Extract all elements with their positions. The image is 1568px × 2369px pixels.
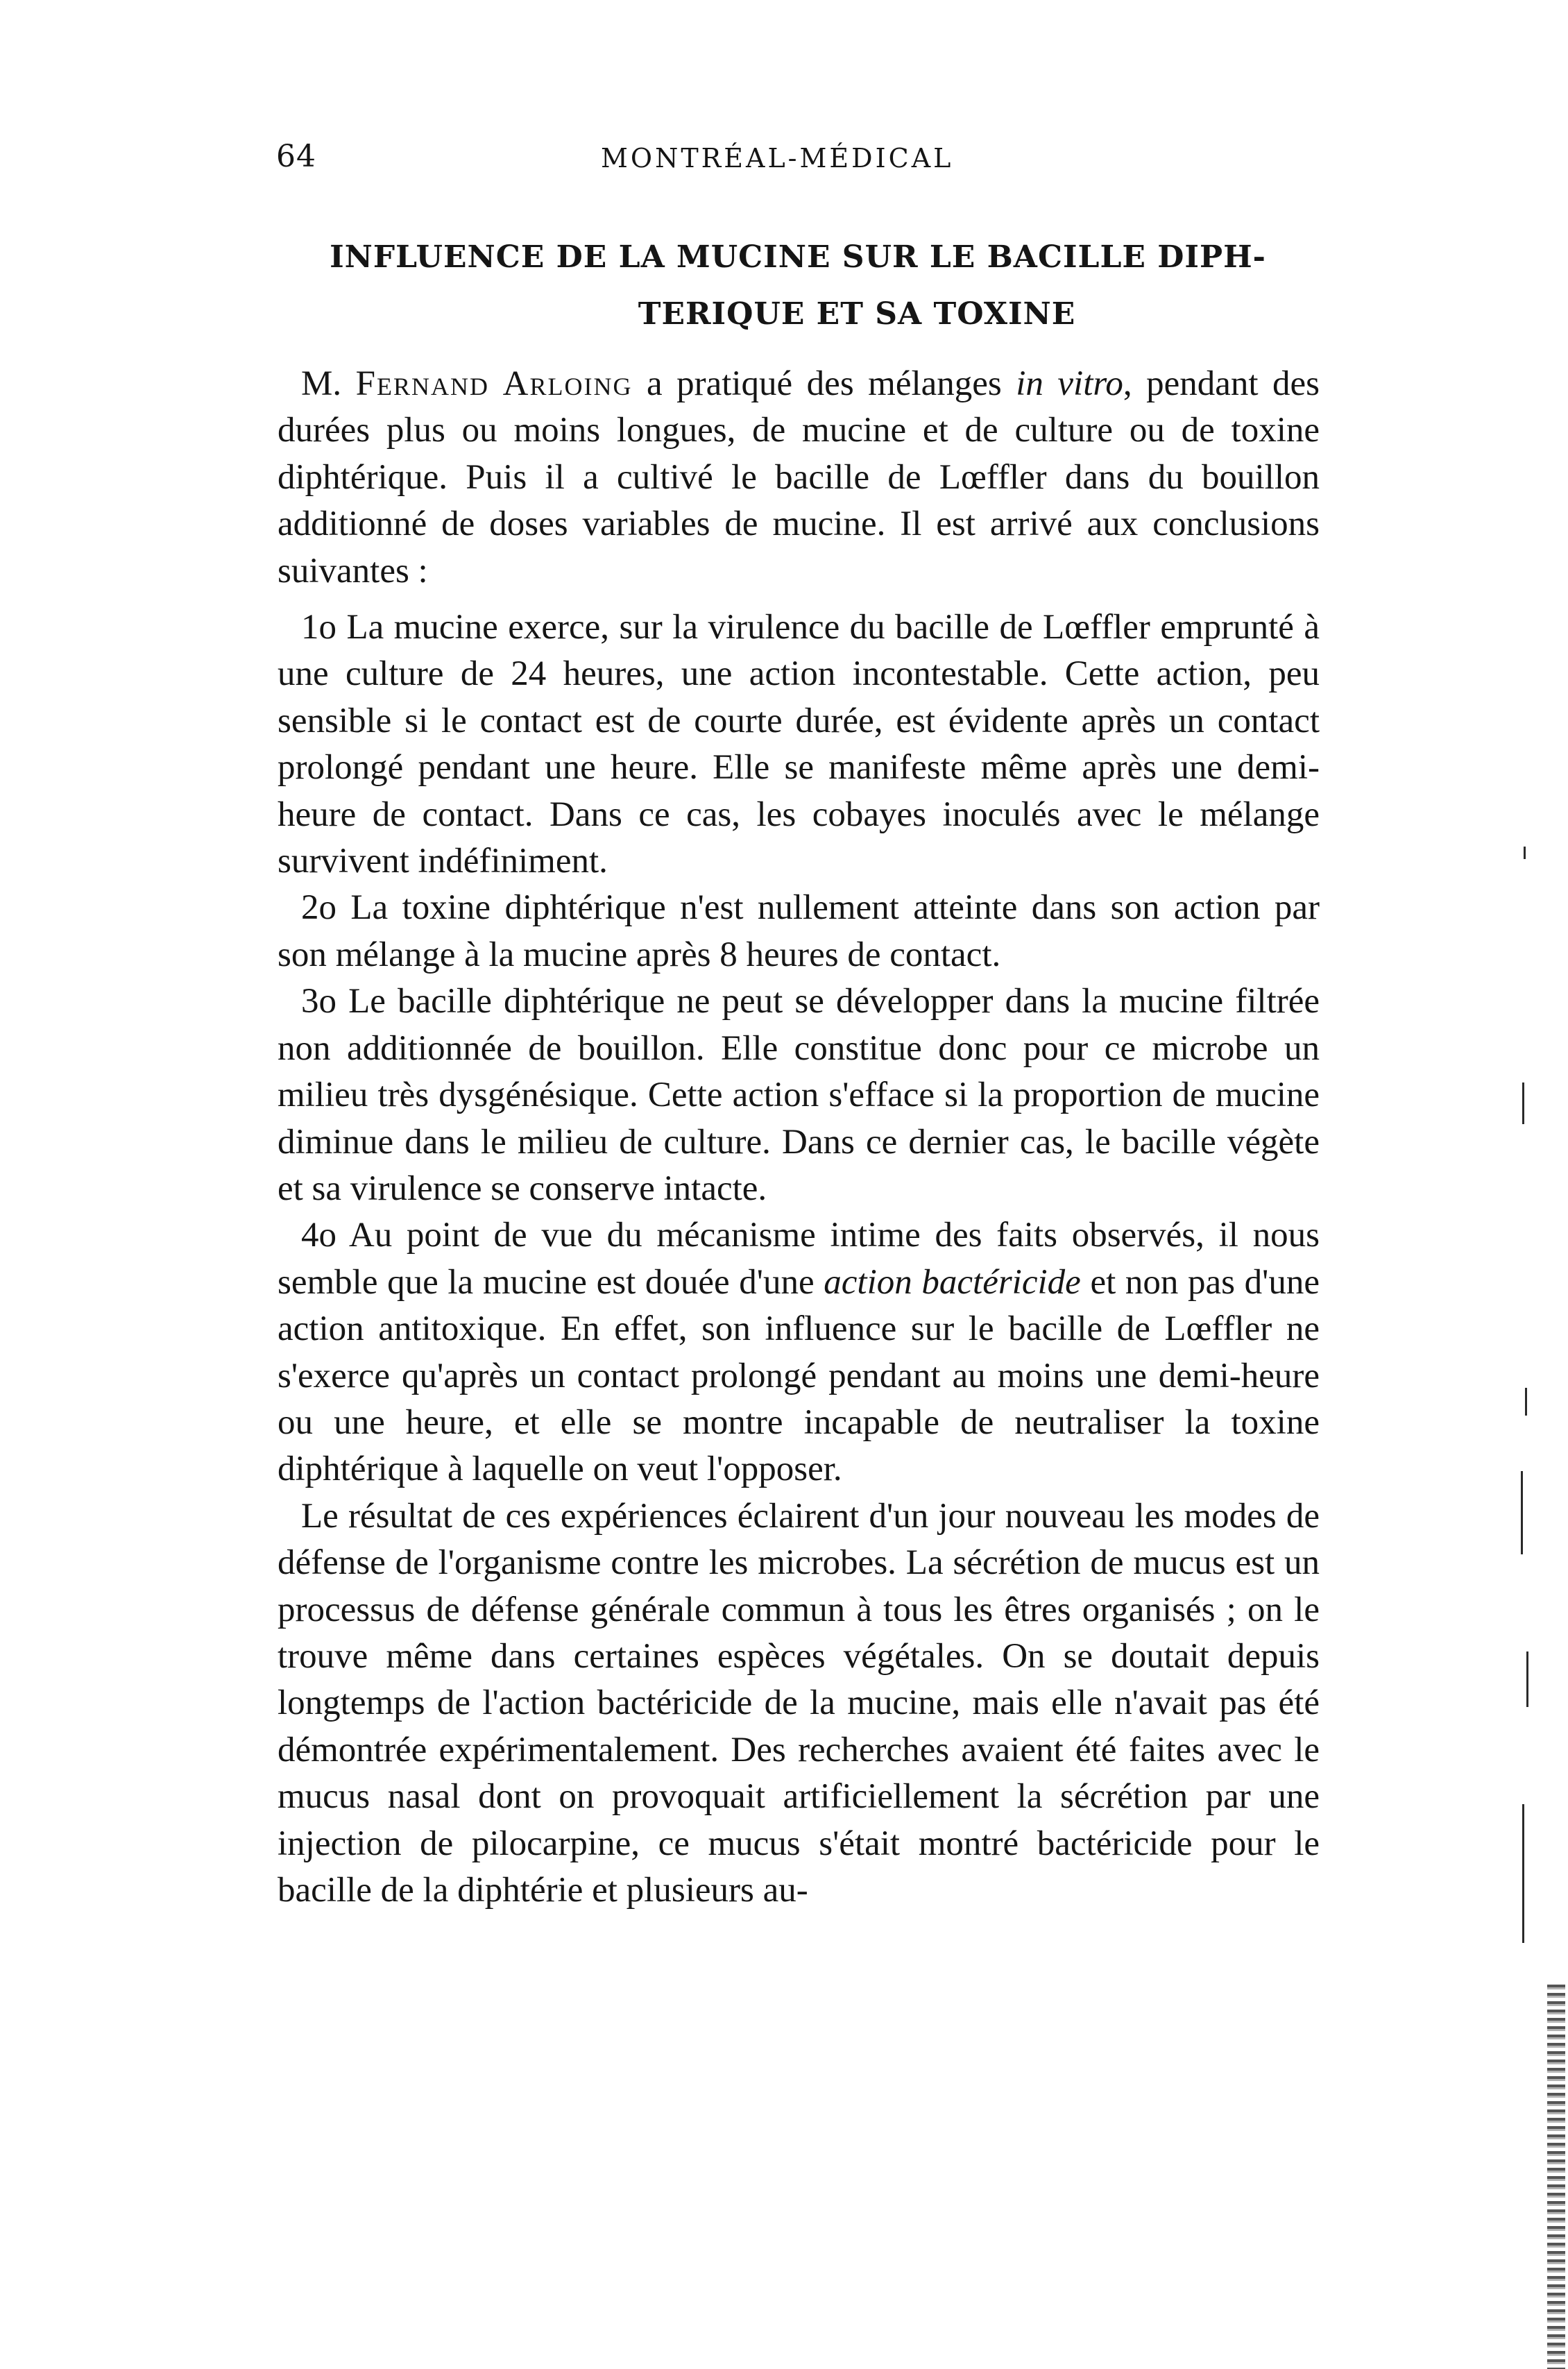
article-body — [278, 361, 1320, 1914]
scan-mark — [1524, 847, 1526, 859]
conclusion-3: 3o Le bacille diphtérique ne peut se développer dans la mucine filtrée non additionnée de bouillon. Elle constitue donc pour ce microbe un milieu très dysgénésique. Cette action s'efface si la proportion de mucine diminue dans le milieu de culture. Dans ce dernier cas, le bacille végète et sa virulence se conserve intacte. — [278, 982, 1320, 1208]
article-title — [278, 229, 1318, 343]
conclusion-4 — [278, 1212, 1320, 1493]
scan-mark — [1525, 1388, 1527, 1416]
journal-title: MONTRÉAL-MÉDICAL — [601, 143, 954, 173]
conclusion-4-italic: action bactéricide — [824, 1262, 1081, 1302]
scan-mark — [1522, 1082, 1524, 1124]
intro-text-2: , pendant des durées plus ou moins longues, de mucine et de culture ou de toxine diphtérique. Puis il a cultivé le bacille de Lœffler dans du bouillon additionné de doses variables de mucine. Il est arrivé aux conclusions suivantes : — [278, 364, 1320, 591]
article-title-line-1: INFLUENCE DE LA MUCINE SUR LE BACILLE DIPH- — [330, 239, 1266, 275]
scan-mark — [1522, 1804, 1524, 1943]
intro-paragraph — [278, 361, 1320, 595]
page-number: 64 — [276, 139, 316, 174]
closing-paragraph: Le résultat de ces expériences éclairent d'un jour nouveau les modes de défense de l'organisme contre les microbes. La sécrétion de mucus est un processus de défense générale commun à tous les êtres organisés ; on le trouve même dans certaines espèces végétales. On se doutait depuis longtemps de l'action bactéricide de la mucine, mais elle n'avait pas été démontrée expérimentalement. Des recherches avaient été faites avec le mucus nasal dont on provoquait artificiellement la sécrétion par une injection de pilocarpine, ce mucus s'était montré bactéricide pour le bacille de la diphtérie et plusieurs au- — [278, 1496, 1320, 1910]
intro-lead: M. — [301, 364, 342, 403]
intro-italic: in vitro — [1016, 364, 1123, 403]
running-head — [276, 139, 1317, 187]
conclusion-4-text-1: 4o Au point de vue du mécanisme intime des faits observés, il nous semble que la mucine est douée d'une — [278, 1216, 1320, 1302]
scan-mark — [1526, 1651, 1528, 1707]
conclusion-4-text-2: et non pas d'une action antitoxique. En effet, son influence sur le bacille de Lœffler ne s'exerce qu'après un contact prolongé pendant au moins une demi-heure ou une heure, et elle se montre incapable de neutraliser la toxine diphtérique à laquelle on veut l'opposer. — [278, 1262, 1320, 1489]
scan-mark — [1521, 1471, 1523, 1554]
author-name: Fernand Arloing — [355, 364, 633, 403]
intro-text-1: a pratiqué des mélanges — [632, 364, 1016, 403]
scan-edge-shadow — [1547, 1985, 1565, 2369]
article-title-line-2: TERIQUE ET SA TOXINE — [638, 296, 1076, 332]
conclusion-1: 1o La mucine exerce, sur la virulence du bacille de Lœffler emprunté à une culture de 24 heures, une action incontestable. Cette action, peu sensible si le contact est de courte durée, est évidente après un contact prolongé pendant une heure. Elle se manifeste même après une demi-heure de contact. Dans ce cas, les cobayes inoculés avec le mélange survivent indéfiniment. — [278, 608, 1320, 881]
conclusion-2: 2o La toxine diphtérique n'est nullement atteinte dans son action par son mélange à la mucine après 8 heures de contact. — [278, 888, 1320, 974]
